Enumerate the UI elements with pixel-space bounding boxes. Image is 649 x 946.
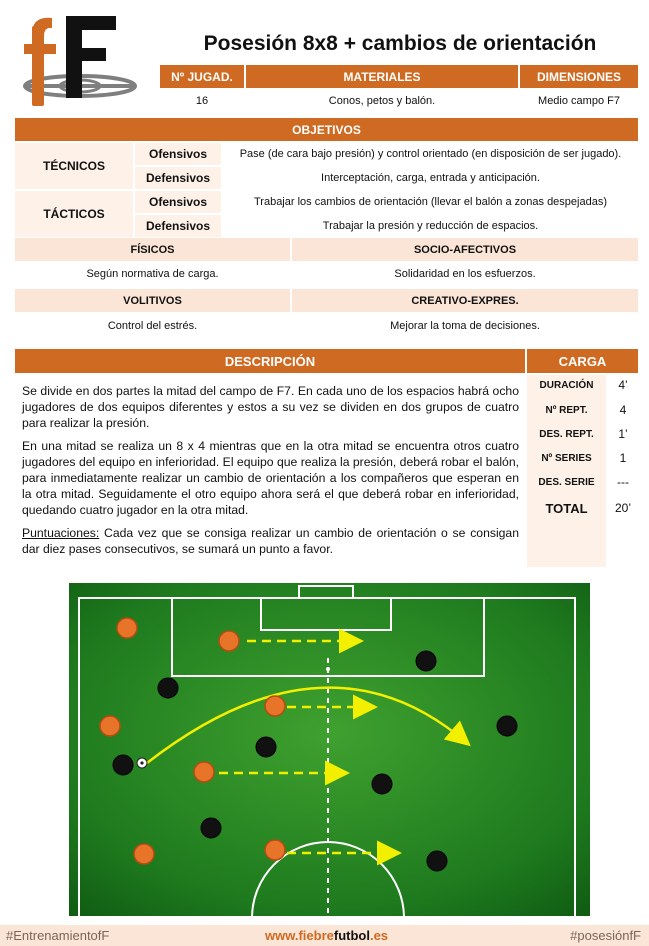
tacticos-ofensivos-label: Ofensivos <box>135 191 221 213</box>
footer <box>0 925 649 946</box>
creativo-value: Mejorar la toma de decisiones. <box>390 320 540 332</box>
header-col-players: Nº JUGAD. <box>160 65 244 88</box>
carga-value-series: 1 <box>619 451 627 465</box>
puntuaciones-label: Puntuaciones: <box>22 525 100 540</box>
logo <box>22 12 138 108</box>
carga-label-descanso-serie: DES. SERIE <box>538 476 595 488</box>
page-title: Posesión 8x8 + cambios de orientación <box>203 32 597 55</box>
carga-value-descanso-rept: 1’ <box>618 427 628 441</box>
pitch-svg <box>69 583 590 916</box>
descripcion-paragraph-3 <box>22 525 519 557</box>
tacticos-defensivos-label: Defensivos <box>135 215 221 237</box>
volitivos-label: VOLITIVOS <box>15 289 290 312</box>
carga-label-descanso-rept: DES. REPT. <box>539 428 594 440</box>
black-player <box>113 755 133 775</box>
players-value: 16 <box>195 95 209 107</box>
footer-hashtag-right: #posesiónfF <box>570 928 641 943</box>
volitivos-value: Control del estrés. <box>107 320 198 332</box>
orange-player <box>265 696 285 716</box>
socio-value: Solidaridad en los esfuerzos. <box>394 268 536 280</box>
descripcion-paragraph-1: Se divide en dos partes la mitad del campo de F7. En cada uno de los espacios habrá ocho jugadores de dos equipos diferentes y estos a su vez se dividen en dos grupos de cuatro para realizar la presión. <box>22 384 519 431</box>
footer-website-link[interactable] <box>265 928 388 943</box>
pitch-diagram <box>69 583 590 916</box>
footer-url-prefix: www.fiebre <box>265 928 334 943</box>
header-col-dimensions: DIMENSIONES <box>520 65 638 88</box>
tacticos-ofensivos: Trabajar los cambios de orientación (llevar el balón a zonas despejadas) <box>253 196 607 208</box>
orange-player <box>265 840 285 860</box>
carga-title: CARGA <box>527 349 638 373</box>
carga-value-duracion: 4’ <box>618 378 628 392</box>
header-col-materials: MATERIALES <box>246 65 518 88</box>
footer-url-bold: futbol <box>333 928 370 943</box>
carga-total-label: TOTAL <box>545 500 588 516</box>
materials-value: Conos, petos y balón. <box>328 95 436 107</box>
socio-label: SOCIO-AFECTIVOS <box>292 238 638 261</box>
black-player <box>256 737 276 757</box>
footer-url-suffix: .es <box>369 928 389 943</box>
ball-icon-patch <box>140 761 143 764</box>
black-player <box>427 851 447 871</box>
orange-player <box>194 762 214 782</box>
tecnicos-ofensivos: Pase (de cara bajo presión) y control orientado (en disposición de ser jugado). <box>239 148 622 160</box>
black-player <box>372 774 392 794</box>
tacticos-defensivos: Trabajar la presión y reducción de espacios. <box>322 220 539 232</box>
carga-label-series: Nº SERIES <box>541 452 592 464</box>
carga-label-repeticiones: Nº REPT. <box>545 404 588 416</box>
fisicos-value: Según normativa de carga. <box>86 268 219 280</box>
orange-player <box>134 844 154 864</box>
orange-player <box>219 631 239 651</box>
tecnicos-defensivos-label: Defensivos <box>135 167 221 189</box>
puntuaciones-text: Cada vez que se consiga realizar un cambio de orientación o se consigan dar diez pases consecutivos, se sumará un punto a favor. <box>22 525 519 556</box>
black-player <box>158 678 178 698</box>
tecnicos-defensivos: Interceptación, carga, entrada y anticipación. <box>321 172 540 184</box>
descripcion-paragraph-2: En una mitad se realiza un 8 x 4 mientras que en la otra mitad se encuentra otros cuatro jugadores del equipo en inferioridad. El equipo que realiza la presión, deberá robar el balón, para inmediatamente realizar un cambio de orientación a los compañeros que esperan en la otra mitad. Seguidamente el otro equipo ahora será el que deberá robar en inferioridad, quedando cuatro jugador en la otra mitad. <box>22 438 519 518</box>
fisicos-label: FÍSICOS <box>15 238 290 261</box>
carga-value-descanso-serie: --- <box>617 475 629 489</box>
black-player <box>416 651 436 671</box>
tacticos-label: TÁCTICOS <box>15 191 133 237</box>
carga-value-repeticiones: 4 <box>619 403 627 417</box>
carga-label-duracion: DURACIÓN <box>539 379 594 391</box>
dimensions-value: Medio campo F7 <box>538 95 620 107</box>
footer-hashtag-left: #EntrenamientofF <box>6 928 110 943</box>
pitch-grass <box>69 583 590 916</box>
carga-total-value: 20’ <box>614 501 631 515</box>
orange-player <box>117 618 137 638</box>
black-player <box>497 716 517 736</box>
tecnicos-label: TÉCNICOS <box>15 143 133 189</box>
black-player <box>201 818 221 838</box>
descripcion-body <box>22 383 519 557</box>
creativo-label: CREATIVO-EXPRES. <box>292 289 638 312</box>
tecnicos-ofensivos-label: Ofensivos <box>135 143 221 165</box>
orange-player <box>100 716 120 736</box>
objetivos-title: OBJETIVOS <box>15 118 638 141</box>
logo-graphic <box>22 12 138 108</box>
descripcion-title: DESCRIPCIÓN <box>15 349 525 373</box>
